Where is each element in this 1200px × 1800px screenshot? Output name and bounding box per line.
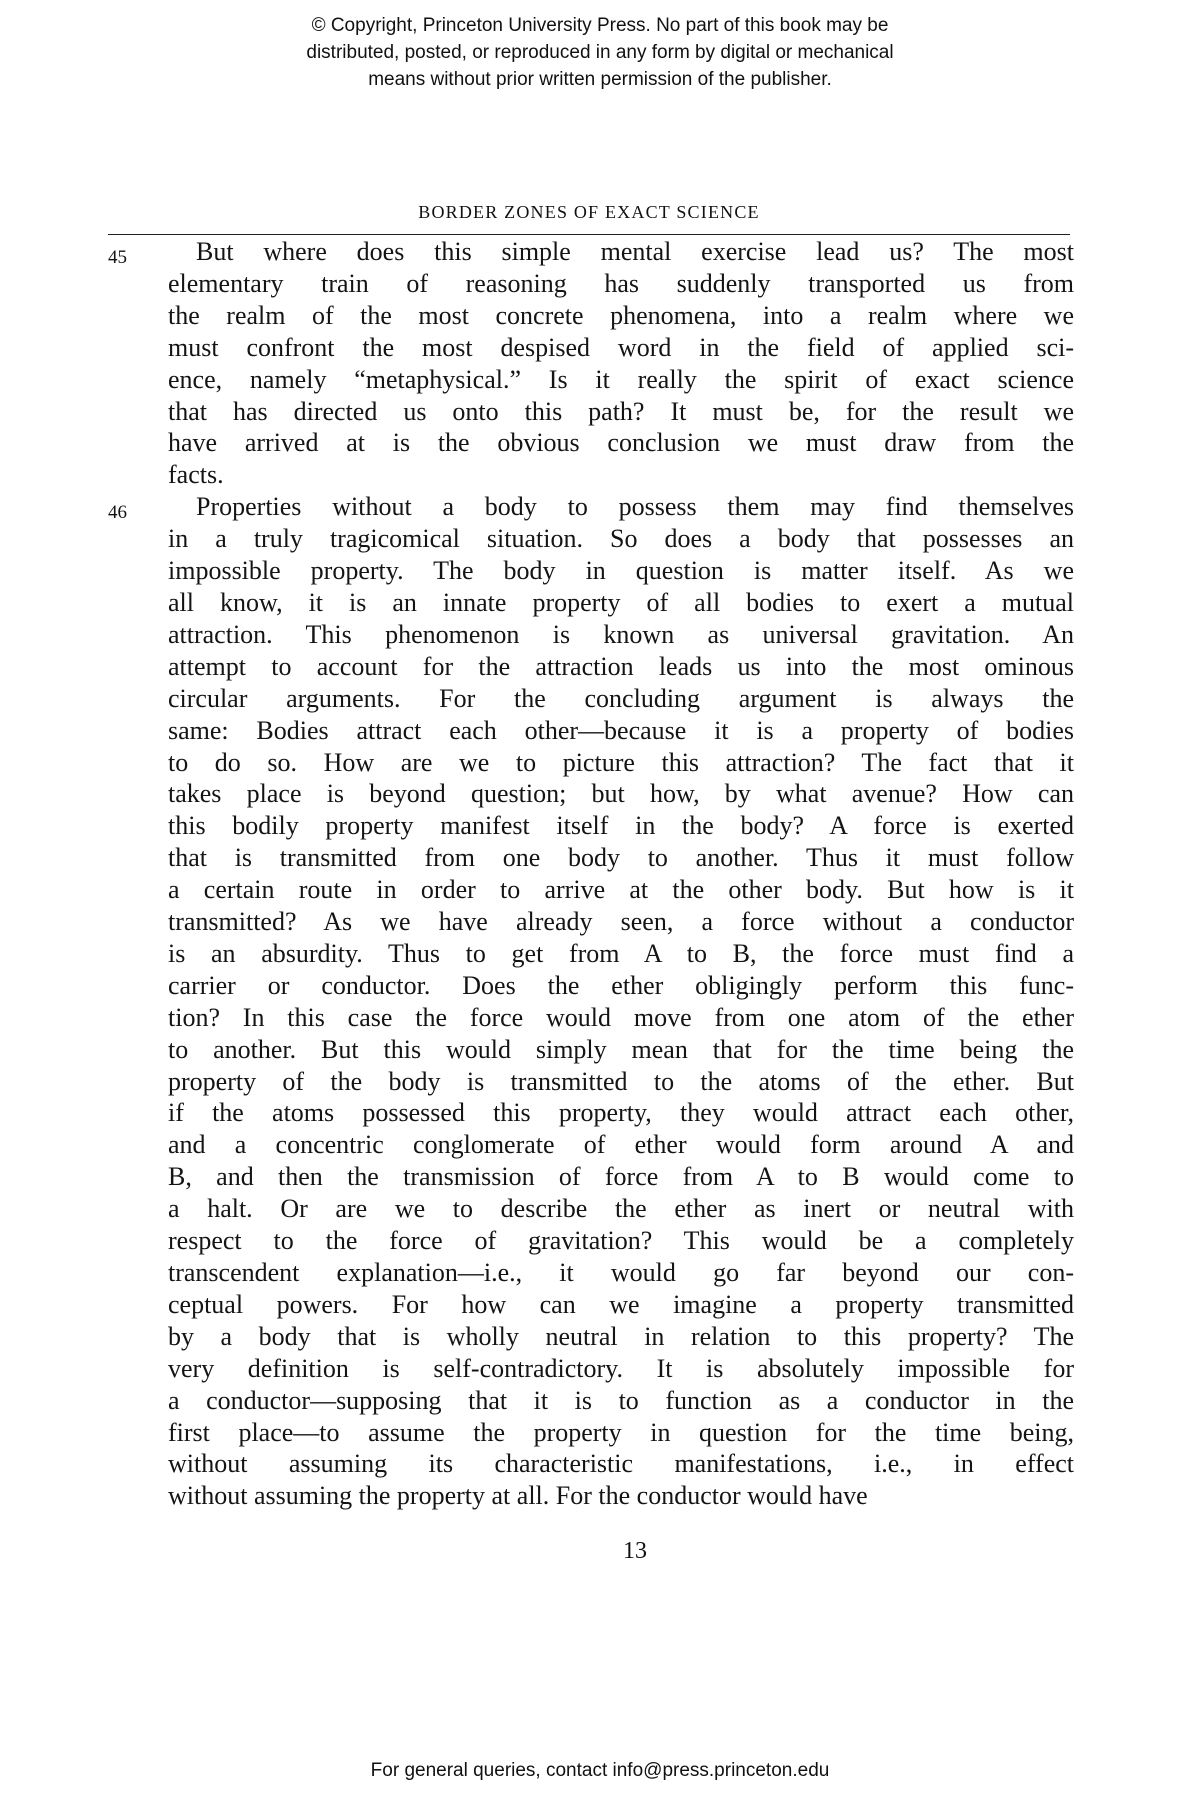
text-line: transmitted? As we have already seen, a force without a conductor bbox=[168, 907, 1074, 937]
text-line: respect to the force of gravitation? This would be a completely bbox=[168, 1226, 1074, 1256]
text-line: impossible property. The body in question is matter itself. As we bbox=[168, 556, 1074, 586]
text-line: facts. bbox=[168, 460, 224, 490]
text-line: a certain route in order to arrive at the other body. But how is it bbox=[168, 875, 1074, 905]
paragraph bbox=[108, 491, 1078, 1512]
text-line: B, and then the transmission of force from A to B would come to bbox=[168, 1162, 1074, 1192]
text-line: circular arguments. For the concluding argument is always the bbox=[168, 683, 1074, 713]
text-line: carrier or conductor. Does the ether obligingly perform this func- bbox=[168, 970, 1074, 1000]
text-line: takes place is beyond question; but how, by what avenue? How can bbox=[168, 779, 1074, 809]
text-line: tion? In this case the force would move from one atom of the ether bbox=[168, 1002, 1074, 1032]
copyright-notice bbox=[0, 12, 1200, 93]
copyright-line-2: distributed, posted, or reproduced in any form by digital or mechanical bbox=[306, 42, 894, 63]
text-line: Properties without a body to possess them may find themselves bbox=[196, 492, 1074, 522]
text-line: first place—to assume the property in question for the time being, bbox=[168, 1417, 1074, 1447]
page-number: 13 bbox=[623, 1538, 647, 1564]
text-line: this bodily property manifest itself in the body? A force is exerted bbox=[168, 811, 1074, 841]
text-line: to do so. How are we to picture this attraction? The fact that it bbox=[168, 747, 1074, 777]
paragraph-number: 46 bbox=[108, 502, 127, 524]
copyright-line-3: means without prior written permission of the publisher. bbox=[368, 69, 832, 90]
text-line: is an absurdity. Thus to get from A to B, the force must find a bbox=[168, 938, 1074, 968]
header-rule bbox=[108, 234, 1070, 235]
text-line: without assuming the property at all. For the conductor would have bbox=[168, 1481, 868, 1511]
text-line: and a concentric conglomerate of ether would form around A and bbox=[168, 1130, 1074, 1160]
text-line: all know, it is an innate property of all bodies to exert a mutual bbox=[168, 587, 1074, 617]
text-line: a conductor—supposing that it is to function as a conductor in the bbox=[168, 1385, 1074, 1415]
text-line: have arrived at is the obvious conclusion we must draw from the bbox=[168, 428, 1074, 458]
text-line: ence, namely “metaphysical.” Is it really the spirit of exact science bbox=[168, 364, 1074, 394]
footer-contact: For general queries, contact info@press.princeton.edu bbox=[370, 1760, 830, 1781]
text-line: ceptual powers. For how can we imagine a property transmitted bbox=[168, 1289, 1074, 1319]
text-line: attempt to account for the attraction leads us into the most ominous bbox=[168, 651, 1074, 681]
text-line: a halt. Or are we to describe the ether as inert or neutral with bbox=[168, 1194, 1074, 1224]
text-line: attraction. This phenomenon is known as universal gravitation. An bbox=[168, 619, 1074, 649]
text-line: if the atoms possessed this property, they would attract each other, bbox=[168, 1098, 1074, 1128]
paragraph-number: 45 bbox=[108, 247, 127, 268]
text-line: same: Bodies attract each other—because it is a property of bodies bbox=[168, 715, 1074, 745]
text-line: But where does this simple mental exercise lead us? The most bbox=[196, 237, 1074, 266]
text-line: very definition is self-contradictory. It is absolutely impossible for bbox=[168, 1353, 1074, 1383]
text-line: to another. But this would simply mean that for the time being the bbox=[168, 1034, 1074, 1064]
text-line: without assuming its characteristic manifestations, i.e., in effect bbox=[168, 1449, 1074, 1479]
text-line: that is transmitted from one body to another. Thus it must follow bbox=[168, 843, 1074, 873]
text-line: that has directed us onto this path? It must be, for the result we bbox=[168, 396, 1074, 426]
text-line: the realm of the most concrete phenomena, into a realm where we bbox=[168, 300, 1074, 330]
text-line: property of the body is transmitted to the atoms of the ether. But bbox=[168, 1066, 1074, 1096]
text-line: must confront the most despised word in the field of applied sci- bbox=[168, 332, 1074, 362]
text-line: elementary train of reasoning has suddenly transported us from bbox=[168, 268, 1074, 298]
text-line: transcendent explanation—i.e., it would go far beyond our con- bbox=[168, 1258, 1074, 1287]
running-head: BORDER ZONES OF EXACT SCIENCE bbox=[418, 202, 760, 222]
copyright-line-1: © Copyright, Princeton University Press. No part of this book may be bbox=[311, 15, 889, 36]
paragraph bbox=[108, 236, 1078, 491]
text-line: by a body that is wholly neutral in relation to this property? The bbox=[168, 1321, 1074, 1351]
body-text bbox=[108, 236, 1078, 1512]
text-line: in a truly tragicomical situation. So does a body that possesses an bbox=[168, 524, 1074, 554]
